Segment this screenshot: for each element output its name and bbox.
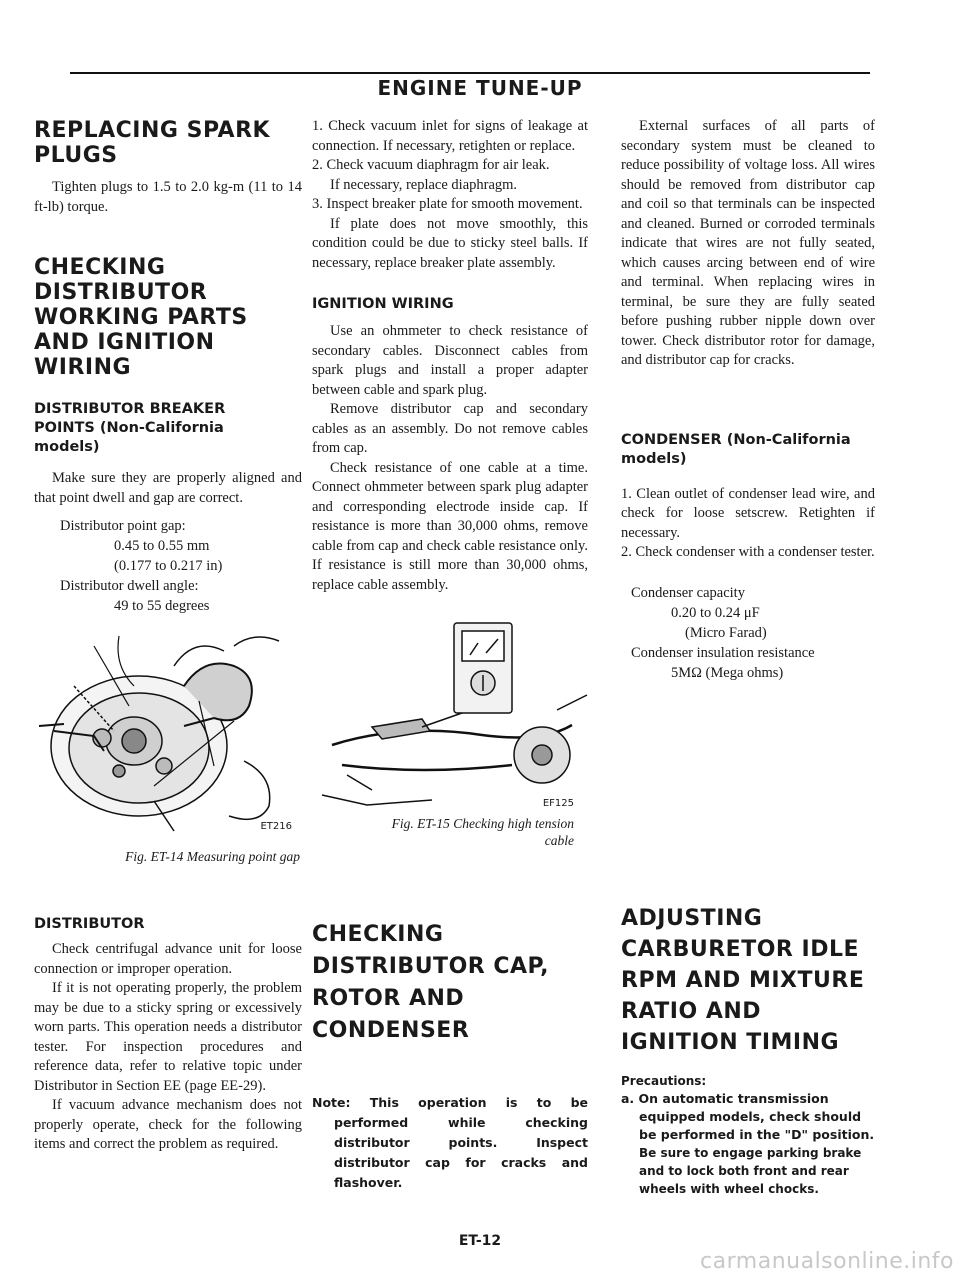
heading-breaker-points: DISTRIBUTOR BREAKER POINTS (Non-California models) bbox=[34, 401, 226, 455]
heading-replacing-spark-plugs: REPLACING SPARK PLUGS bbox=[34, 118, 271, 168]
para-spark-torque: Tighten plugs to 1.5 to 2.0 kg-m (11 to 14 ft-lb) torque. bbox=[34, 179, 302, 215]
spec-insulation-value: 5MΩ (Mega ohms) bbox=[671, 664, 784, 681]
heading-checking-cap-rotor: CHECKING DISTRIBUTOR CAP, ROTOR AND CONDENSER bbox=[312, 922, 549, 1043]
heading-condenser: CONDENSER (Non-California models) bbox=[621, 431, 851, 467]
para-ignition-2: Remove distributor cap and secondary cables as an assembly. Do not remove cables from cap. bbox=[312, 401, 588, 456]
spec-gap-mm: 0.45 to 0.55 mm bbox=[114, 538, 210, 554]
column-right bbox=[621, 117, 875, 1198]
column-middle bbox=[312, 117, 588, 1193]
spec-condenser-capacity-unit: (Micro Farad) bbox=[685, 624, 767, 641]
spec-gap-label: Distributor point gap: bbox=[60, 518, 186, 534]
page-header: ENGINE TUNE-UP bbox=[377, 76, 583, 100]
figure-id-ef125: EF125 bbox=[542, 798, 574, 809]
ohmmeter-illustration bbox=[312, 615, 588, 815]
item-breaker-plate: 3. Inspect breaker plate for smooth movement. bbox=[312, 196, 583, 212]
figure-id-et216: ET216 bbox=[260, 821, 292, 832]
heading-ignition-wiring: IGNITION WIRING bbox=[312, 296, 454, 312]
precautions-label: Precautions: bbox=[621, 1073, 707, 1088]
item-breaker-plate-action: If plate does not move smoothly, this condition could be due to sticky steel balls. If necessary, replace breaker plate assembly. bbox=[312, 215, 588, 271]
spec-dwell-value: 49 to 55 degrees bbox=[114, 598, 210, 614]
item-vacuum-diaphragm-action: If necessary, replace diaphragm. bbox=[330, 176, 518, 193]
precaution-a: a. On automatic transmission equipped models, check should be performed in the "D" position. bbox=[621, 1090, 875, 1142]
item-vacuum-inlet: 1. Check vacuum inlet for signs of leakage at connection. If necessary, retighten or replace. bbox=[312, 118, 588, 154]
figure-et14 bbox=[34, 626, 302, 836]
para-distributor-3: If vacuum advance mechanism does not properly operate, check for the following items and correct the problem as required. bbox=[34, 1097, 302, 1152]
item-vacuum-diaphragm: 2. Check vacuum diaphragm for air leak. bbox=[312, 157, 550, 173]
page-number: ET-12 bbox=[458, 1233, 502, 1249]
figure-caption-et15-line1: Fig. ET-15 Checking high tension bbox=[391, 816, 574, 831]
column-left bbox=[34, 118, 302, 1155]
spec-condenser-capacity-value: 0.20 to 0.24 μF bbox=[671, 604, 760, 621]
spec-condenser-capacity-label: Condenser capacity bbox=[631, 584, 745, 601]
heading-distributor: DISTRIBUTOR bbox=[34, 916, 145, 932]
spec-gap-in: (0.177 to 0.217 in) bbox=[114, 558, 223, 574]
para-distributor-1: Check centrifugal advance unit for loose connection or improper operation. bbox=[34, 941, 302, 977]
spec-insulation-label: Condenser insulation resistance bbox=[631, 644, 815, 661]
heading-checking-distributor: CHECKING DISTRIBUTOR WORKING PARTS AND IGNITION WIRING bbox=[34, 255, 248, 380]
para-external-surfaces: External surfaces of all parts of secondary system must be cleaned to reduce possibility of voltage loss. All wires should be removed from distributor cap and coil so that terminals can be inspected and cleaned. Burned or corroded terminals indicate that wires are not fully seated, which causes arcing between end of wire and terminal. When replacing wires in terminal, be sure they are fully seated before pushing rubber nipple down over tower. Check distributor rotor for damage, and distributor cap for cracks. bbox=[621, 118, 875, 368]
spec-dwell-label: Distributor dwell angle: bbox=[60, 578, 199, 594]
heading-adjusting-carburetor: ADJUSTING CARBURETOR IDLE RPM AND MIXTURE RATIO AND IGNITION TIMING bbox=[621, 905, 865, 1055]
watermark: carmanualsonline.info bbox=[700, 1249, 954, 1274]
para-breaker: Make sure they are properly aligned and that point dwell and gap are correct. bbox=[34, 470, 302, 506]
note-operation: Note: This operation is to be performed while checking distributor points. Inspect distributor cap for cracks and flashover. bbox=[312, 1095, 588, 1190]
figure-caption-et14: Fig. ET-14 Measuring point gap bbox=[125, 849, 300, 864]
para-distributor-2: If it is not operating properly, the problem may be due to a sticky spring or excessively worn parts. This operation needs a distributor tester. For inspection procedures and reference data, refer to relative topic under Distributor in Section EE (page EE-29). bbox=[34, 980, 302, 1094]
header-rule bbox=[70, 72, 870, 74]
item-condenser-tester: 2. Check condenser with a condenser tester. bbox=[621, 544, 875, 560]
para-ignition-3: Check resistance of one cable at a time. Connect ohmmeter between spark plug adapter and corresponding electrode inside cap. If resistance is more than 30,000 ohms, remove cable from cap and check cable resistance only. If resistance is still more than 30,000 ohms, replace cable assembly. bbox=[312, 459, 588, 593]
item-condenser-lead: 1. Clean outlet of condenser lead wire, and check for loose setscrew. Retighten if necessary. bbox=[621, 485, 875, 541]
distributor-illustration bbox=[34, 626, 302, 836]
figure-caption-et15-line2: cable bbox=[544, 833, 574, 848]
para-ignition-1: Use an ohmmeter to check resistance of secondary cables. Disconnect cables from spark plugs and install a proper adapter between cable and spark plug. bbox=[312, 323, 588, 398]
precaution-a-parking-brake: Be sure to engage parking brake and to lock both front and rear wheels with wheel chocks. bbox=[639, 1145, 862, 1196]
figure-et15 bbox=[312, 615, 588, 815]
